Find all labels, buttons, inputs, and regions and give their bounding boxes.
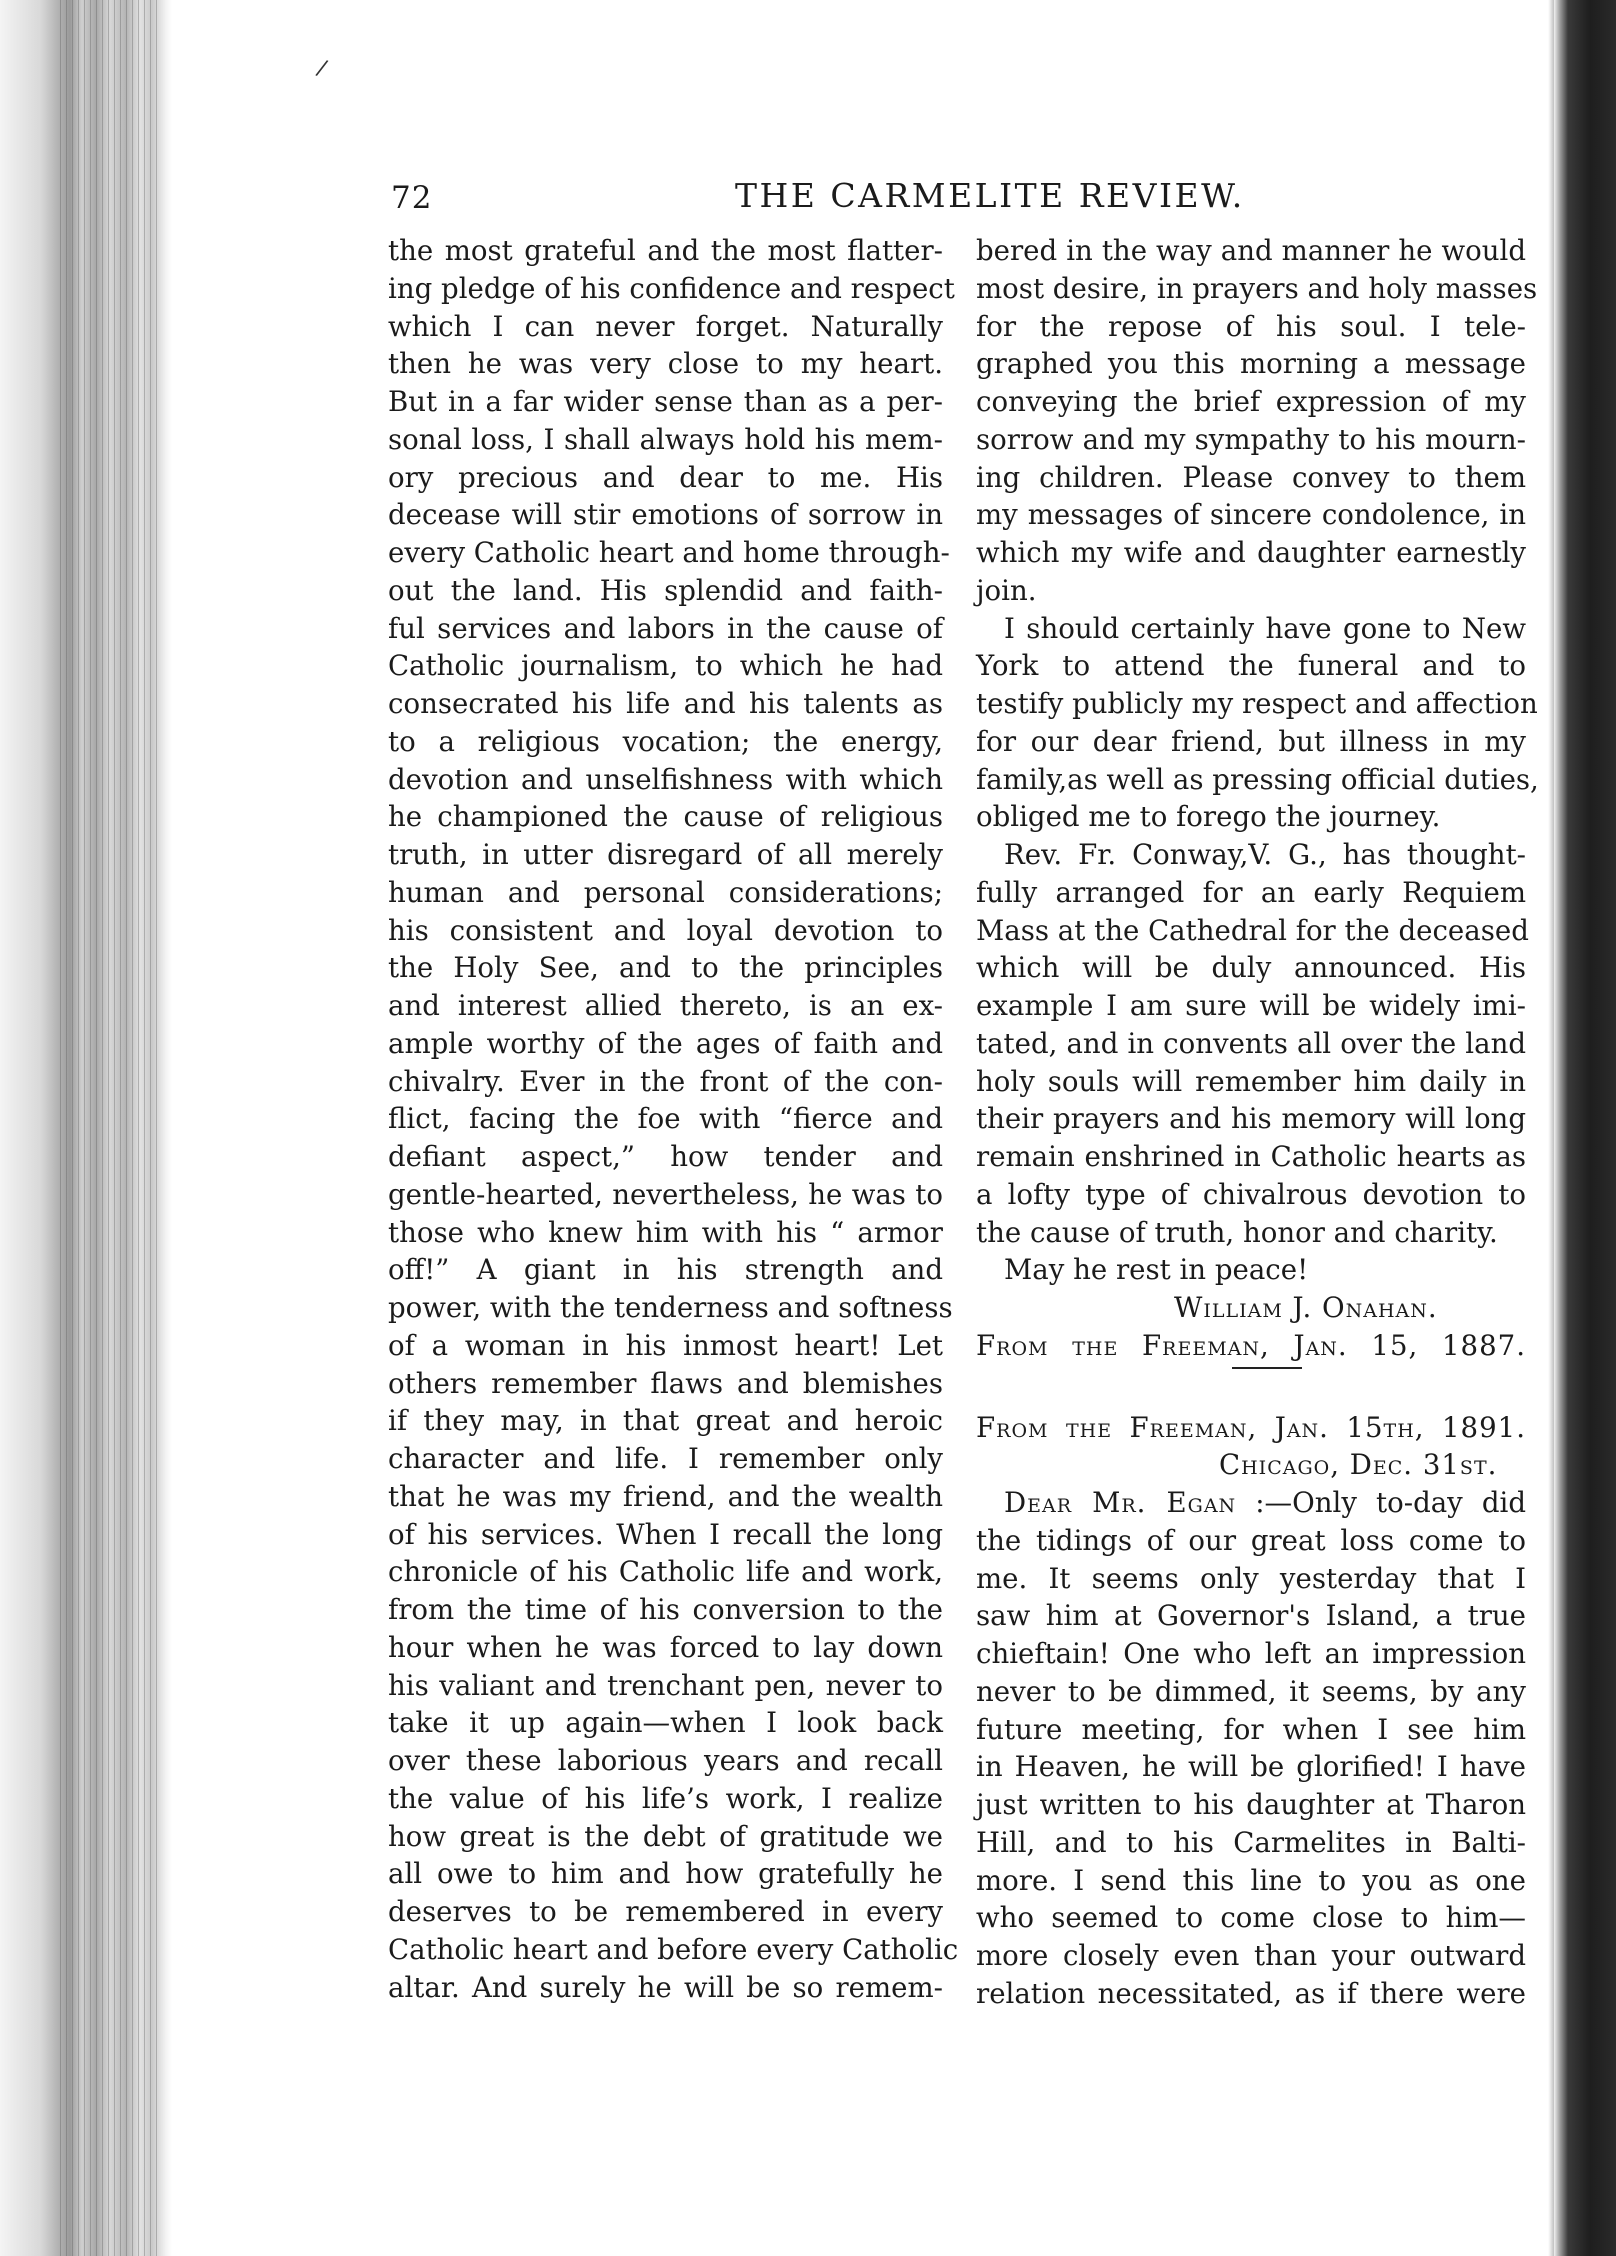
text-line: if they may, in that great and heroic — [388, 1404, 943, 1438]
text-line: his valiant and trenchant pen, never to — [388, 1668, 943, 1702]
text-line: more. I send this line to you as one — [976, 1863, 1526, 1897]
text-line: Hill, and to his Carmelites in Balti- — [976, 1825, 1526, 1859]
text-line: from the time of his conversion to the — [388, 1593, 943, 1626]
text-line: every Catholic heart and home through- — [388, 536, 950, 569]
text-line: my messages of sincere condolence, in — [976, 498, 1526, 532]
text-line: for our dear friend, but illness in my — [976, 724, 1526, 758]
text-line: human and personal considerations; — [388, 875, 943, 909]
text-line: the Holy See, and to the principles — [388, 951, 943, 985]
text-line: which will be duly announced. His — [976, 951, 1526, 985]
signature: William J. Onahan. — [1174, 1291, 1438, 1324]
text-line: gentle-hearted, nevertheless, he was to — [388, 1177, 943, 1211]
text-line: ample worthy of the ages of faith and — [388, 1026, 943, 1060]
text-line: graphed you this morning a message — [976, 347, 1526, 381]
text-line: more closely even than your outward — [976, 1939, 1526, 1972]
text-line: join. — [976, 573, 1037, 607]
page-edges — [60, 0, 160, 2256]
text-line: how great is the debt of gratitude we — [388, 1819, 943, 1853]
opening-text: :—Only to-day did — [1255, 1486, 1527, 1519]
text-line: ory precious and dear to me. His — [388, 460, 943, 494]
text-line: saw him at Governor's Island, a true — [976, 1599, 1526, 1633]
text-line: Catholic heart and before every Catholic — [388, 1932, 959, 1966]
text-line: out the land. His splendid and faith- — [388, 573, 943, 607]
text-line: chivalry. Ever in the front of the con- — [388, 1064, 943, 1098]
text-line: and interest allied thereto, is an ex- — [388, 989, 943, 1022]
source-citation: From the Freeman, Jan. 15th, 1891. — [976, 1410, 1526, 1444]
letter-opening-line — [976, 1484, 1526, 1522]
text-line: to a religious vocation; the energy, — [388, 724, 943, 758]
right-column — [976, 232, 1539, 2013]
text-line: ful services and labors in the cause of — [388, 611, 943, 645]
closing-line: May he rest in peace! — [1004, 1253, 1309, 1287]
text-line: York to attend the funeral and to — [976, 649, 1526, 683]
text-line: the cause of truth, honor and charity. — [976, 1215, 1498, 1249]
text-line: decease will stir emotions of sorrow in — [388, 498, 943, 532]
text-line: example I am sure will be widely imi- — [976, 989, 1526, 1022]
text-line: bered in the way and manner he would — [976, 234, 1526, 267]
text-line: me. It seems only yesterday that I — [976, 1561, 1526, 1595]
text-line: ing pledge of his confidence and respect — [388, 271, 955, 305]
text-line: devotion and unselfishness with which — [388, 762, 943, 796]
text-line: altar. And surely he will be so remem- — [388, 1970, 943, 2004]
text-line: remain enshrined in Catholic hearts as — [976, 1140, 1526, 1173]
text-line: those who knew him with his “ armor — [388, 1215, 943, 1249]
page-shadow — [1548, 0, 1554, 2256]
text-line: character and life. I remember only — [388, 1442, 943, 1475]
text-line: a lofty type of chivalrous devotion to — [976, 1177, 1526, 1211]
text-line: the most grateful and the most flatter- — [388, 234, 943, 267]
text-line: who seemed to come close to him— — [976, 1901, 1526, 1935]
text-line: take it up again—when I look back — [388, 1706, 943, 1740]
text-line: family,as well as pressing official duties, — [976, 762, 1539, 796]
text-line: chieftain! One who left an impression — [976, 1637, 1526, 1670]
page-header — [385, 176, 1510, 216]
left-column — [388, 232, 959, 2006]
text-line: relation necessitated, as if there were — [976, 1976, 1526, 2010]
text-line: the value of his life’s work, I realize — [388, 1781, 943, 1815]
divider-row — [976, 1365, 1526, 1395]
text-line: others remember flaws and blemishes — [388, 1366, 943, 1400]
text-line: his consistent and loyal devotion to — [388, 913, 943, 947]
text-line: holy souls will remember him daily in — [976, 1064, 1526, 1098]
page-number: 72 — [391, 180, 433, 216]
text-line: fully arranged for an early Requiem — [976, 875, 1526, 909]
text-line: future meeting, for when I see him — [976, 1712, 1526, 1746]
text-line: then he was very close to my heart. — [388, 347, 943, 381]
text-line: conveying the brief expression of my — [976, 385, 1526, 418]
text-line: of a woman in his inmost heart! Let — [388, 1328, 943, 1362]
text-line: sorrow and my sympathy to his mourn- — [976, 422, 1526, 456]
text-line: hour when he was forced to lay down — [388, 1630, 943, 1664]
text-line: that he was my friend, and the wealth — [388, 1479, 943, 1513]
salutation: Dear Mr. Egan — [1004, 1486, 1237, 1519]
text-line: flict, facing the foe with “fierce and — [388, 1102, 943, 1136]
text-line: Mass at the Cathedral for the deceased — [976, 913, 1529, 947]
text-line: just written to his daughter at Tharon — [976, 1788, 1526, 1821]
text-line: defiant aspect,” how tender and — [388, 1140, 943, 1173]
text-line: their prayers and his memory will long — [976, 1102, 1526, 1136]
text-line: over these laborious years and recall — [388, 1744, 943, 1777]
text-line: Catholic journalism, to which he had — [388, 649, 943, 683]
text-line: obliged me to forego the journey. — [976, 800, 1441, 834]
text-line: testify publicly my respect and affection — [976, 687, 1538, 720]
text-line: he championed the cause of religious — [388, 800, 943, 834]
text-line: of his services. When I recall the long — [388, 1517, 943, 1551]
text-line: never to be dimmed, it seems, by any — [976, 1674, 1526, 1708]
text-line: consecrated his life and his talents as — [388, 687, 943, 720]
running-title: THE CARMELITE REVIEW. — [735, 176, 1245, 215]
text-line: But in a far wider sense than as a per- — [388, 385, 943, 418]
text-line: the tidings of our great loss come to — [976, 1523, 1526, 1557]
text-line: which my wife and daughter earnestly — [976, 536, 1526, 569]
spacer — [976, 1395, 1526, 1409]
dateline: Chicago, Dec. 31st. — [1219, 1448, 1498, 1482]
text-line: tated, and in convents all over the land — [976, 1026, 1526, 1060]
source-citation: From the Freeman, Jan. 15, 1887. — [976, 1328, 1526, 1362]
text-line: all owe to him and how gratefully he — [388, 1857, 943, 1891]
text-line: ing children. Please convey to them — [976, 460, 1526, 494]
text-line: chronicle of his Catholic life and work, — [388, 1555, 943, 1589]
book-binding-edge — [1550, 0, 1616, 2256]
paragraph-start-line: Rev. Fr. Conway,V. G., has thought- — [1004, 838, 1526, 871]
text-line: power, with the tenderness and softness — [388, 1291, 953, 1324]
text-line: sonal loss, I shall always hold his mem- — [388, 422, 943, 456]
text-line: for the repose of his soul. I tele- — [976, 309, 1526, 343]
text-line: off!” A giant in his strength and — [388, 1253, 943, 1287]
pencil-mark: / — [313, 55, 330, 82]
paragraph-start-line: I should certainly have gone to New — [1004, 611, 1526, 645]
text-line: in Heaven, he will be glorified! I have — [976, 1750, 1526, 1784]
text-line: which I can never forget. Naturally — [388, 309, 943, 343]
section-divider — [1232, 1367, 1302, 1369]
text-line: truth, in utter disregard of all merely — [388, 838, 943, 871]
text-line: deserves to be remembered in every — [388, 1895, 943, 1928]
text-line: most desire, in prayers and holy masses — [976, 271, 1538, 305]
